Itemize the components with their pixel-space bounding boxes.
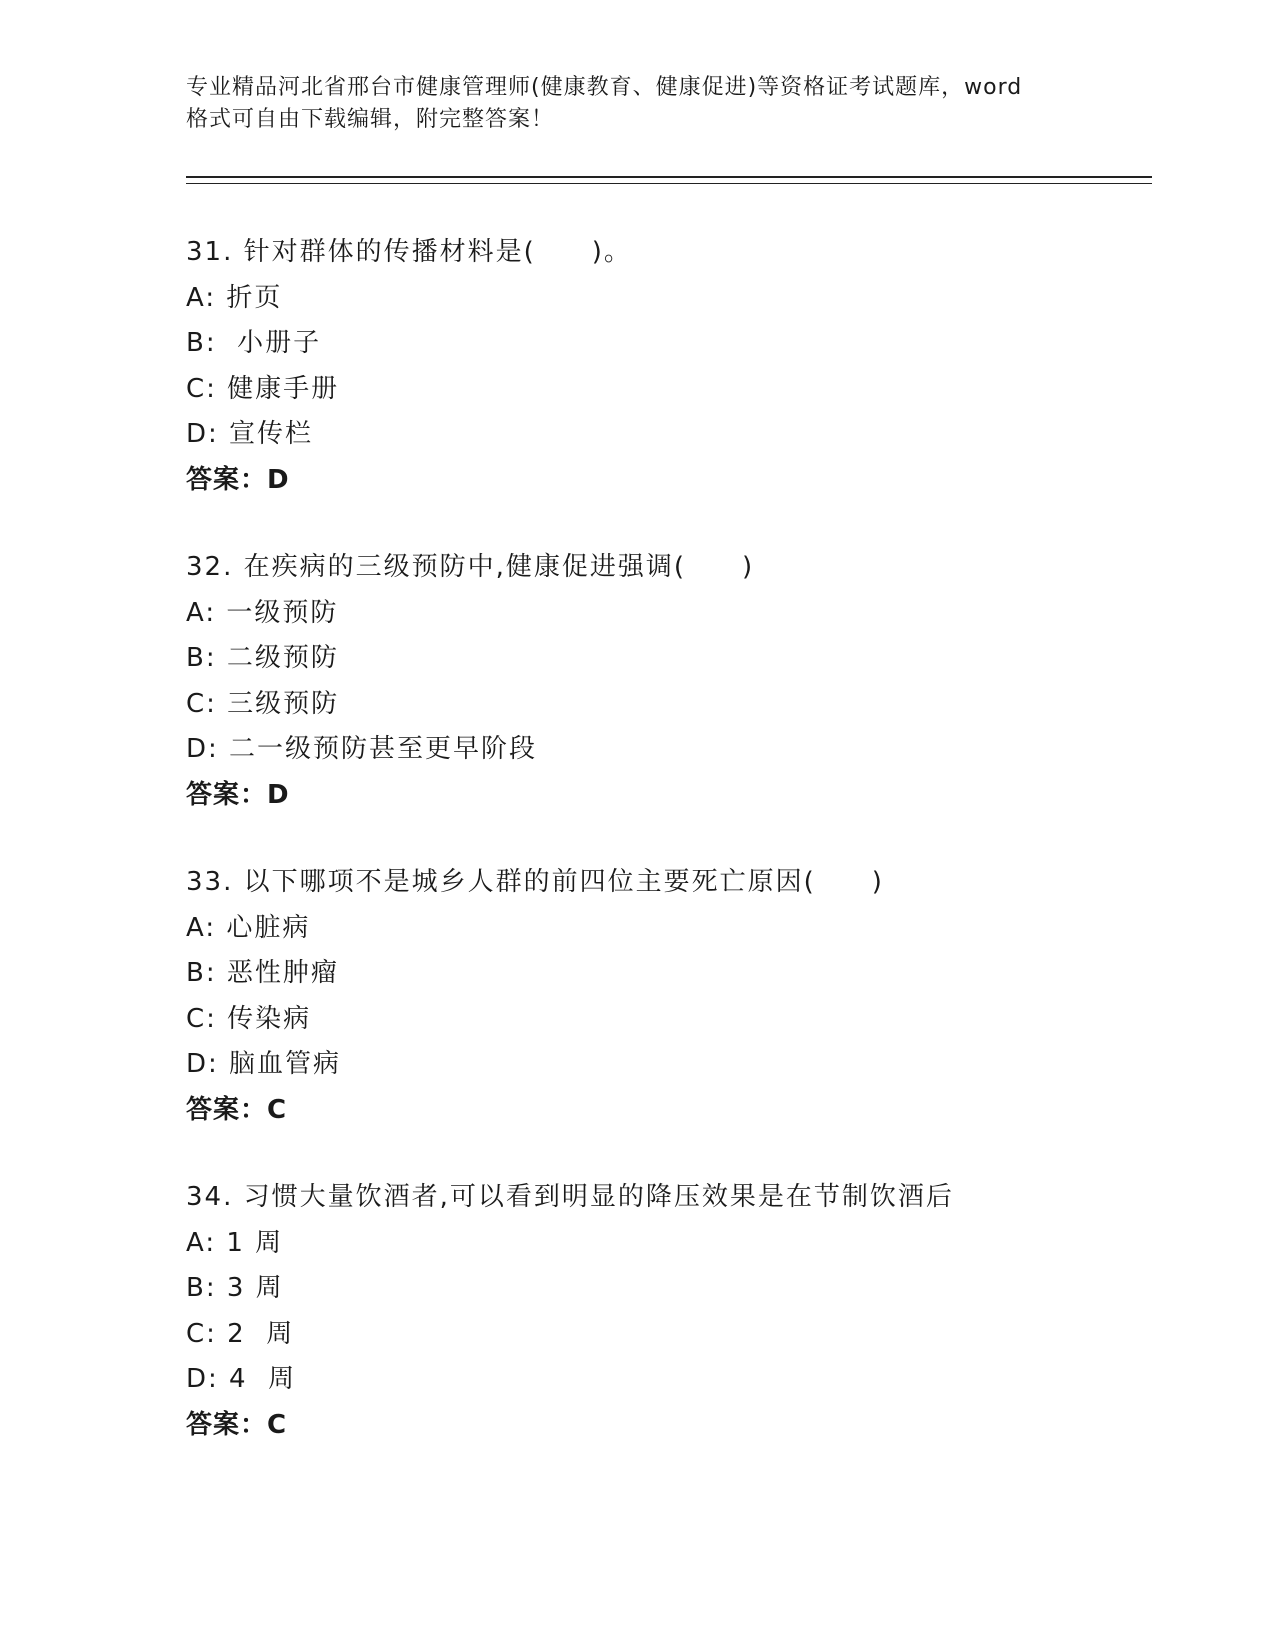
option-a: A: 心脏病 [186,912,311,943]
question-34 [186,1175,1136,1448]
option-c: C: 2 周 [186,1318,295,1349]
answer-line: 答案：D [186,779,290,810]
option-d: D: 脑血管病 [186,1049,342,1079]
answer-line: 答案：D [186,464,290,495]
question-31 [186,230,1136,503]
option-b: B: 小册子 [186,328,322,358]
header-line-1: 专业精品河北省邢台市健康管理师(健康教育、健康促进)等资格证考试题库，word [186,75,1023,100]
header-divider [186,176,1152,184]
option-b: B: 3 周 [186,1273,284,1303]
option-c: C: 传染病 [186,1003,312,1034]
option-b: B: 恶性肿瘤 [186,958,339,988]
question-32 [186,545,1136,818]
option-c: C: 健康手册 [186,373,340,404]
option-a: A: 1 周 [186,1227,284,1258]
header-line-2: 格式可自由下载编辑，附完整答案！ [186,107,555,132]
option-d: D: 二一级预防甚至更早阶段 [186,734,538,764]
question-stem: 34. 习惯大量饮酒者,可以看到明显的降压效果是在节制饮酒后 [186,1182,954,1212]
option-d: D: 4 周 [186,1364,297,1394]
option-a: A: 折页 [186,282,283,313]
option-c: C: 三级预防 [186,688,340,719]
answer-line: 答案：C [186,1094,288,1125]
option-d: D: 宣传栏 [186,419,314,449]
question-stem: 32. 在疾病的三级预防中,健康促进强调( ) [186,552,755,582]
option-a: A: 一级预防 [186,597,339,628]
question-stem: 31. 针对群体的传播材料是( )。 [186,237,632,267]
option-b: B: 二级预防 [186,643,339,673]
question-stem: 33. 以下哪项不是城乡人群的前四位主要死亡原因( ) [186,867,884,897]
document-header [186,72,1086,136]
answer-line: 答案：C [186,1409,288,1440]
question-33 [186,860,1136,1133]
